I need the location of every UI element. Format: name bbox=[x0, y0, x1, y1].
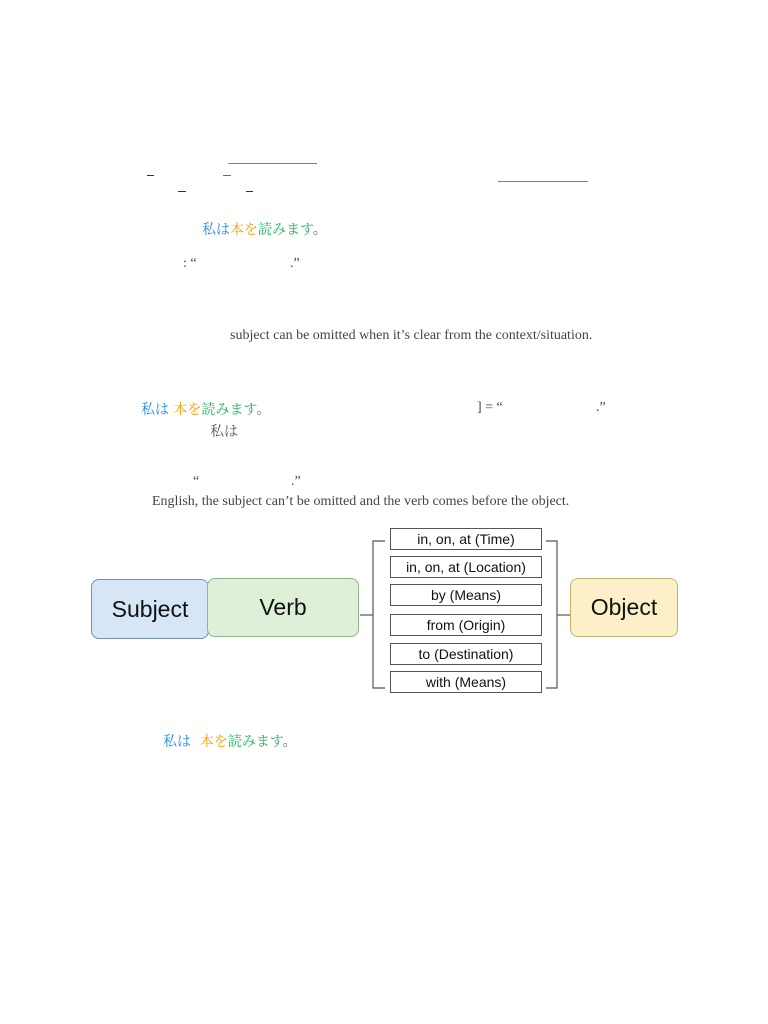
line1-colon-quote: : “ bbox=[183, 256, 197, 271]
sentence-2-object: 本を bbox=[173, 402, 202, 418]
prep-destination: to (Destination) bbox=[390, 643, 542, 665]
sentence-1-object: 本を bbox=[230, 222, 258, 238]
sentence-2-bracket-eq: ] = “ bbox=[477, 400, 503, 415]
sentence-3 bbox=[163, 731, 297, 751]
sentence-1-subject: 私は bbox=[202, 222, 230, 238]
sentence-3-object: 本を bbox=[199, 734, 228, 750]
quote-open: “ bbox=[193, 474, 200, 489]
prep-time: in, on, at (Time) bbox=[390, 528, 542, 550]
sentence-3-verb: 読みます bbox=[227, 734, 283, 750]
prep-by-means: by (Means) bbox=[390, 584, 542, 606]
prep-with-means: with (Means) bbox=[390, 671, 542, 693]
object-box: Object bbox=[570, 578, 678, 637]
sentence-2-verb: 読みます bbox=[201, 402, 257, 418]
prep-location: in, on, at (Location) bbox=[390, 556, 542, 578]
sentence-2-sub: 私は bbox=[210, 424, 238, 440]
sentence-1-verb: 読みます bbox=[258, 222, 313, 238]
prep-origin: from (Origin) bbox=[390, 614, 542, 636]
verb-box: Verb bbox=[207, 578, 359, 637]
line1-close-quote: .” bbox=[290, 256, 300, 271]
sentence-3-period: 。 bbox=[282, 734, 297, 750]
note-omit: subject can be omitted when it’s clear from the context/situation. bbox=[230, 328, 593, 343]
sentence-3-subject: 私は bbox=[163, 734, 191, 750]
sentence-1-period: 。 bbox=[312, 222, 327, 238]
sentence-2-close: .” bbox=[596, 400, 606, 415]
sentence-2-period: 。 bbox=[256, 402, 271, 418]
quote-close: .” bbox=[291, 474, 301, 489]
note-english: English, the subject can’t be omitted and the verb comes before the object. bbox=[152, 494, 570, 509]
subject-box: Subject bbox=[91, 579, 209, 639]
sentence-2-subject: 私は bbox=[141, 402, 169, 418]
